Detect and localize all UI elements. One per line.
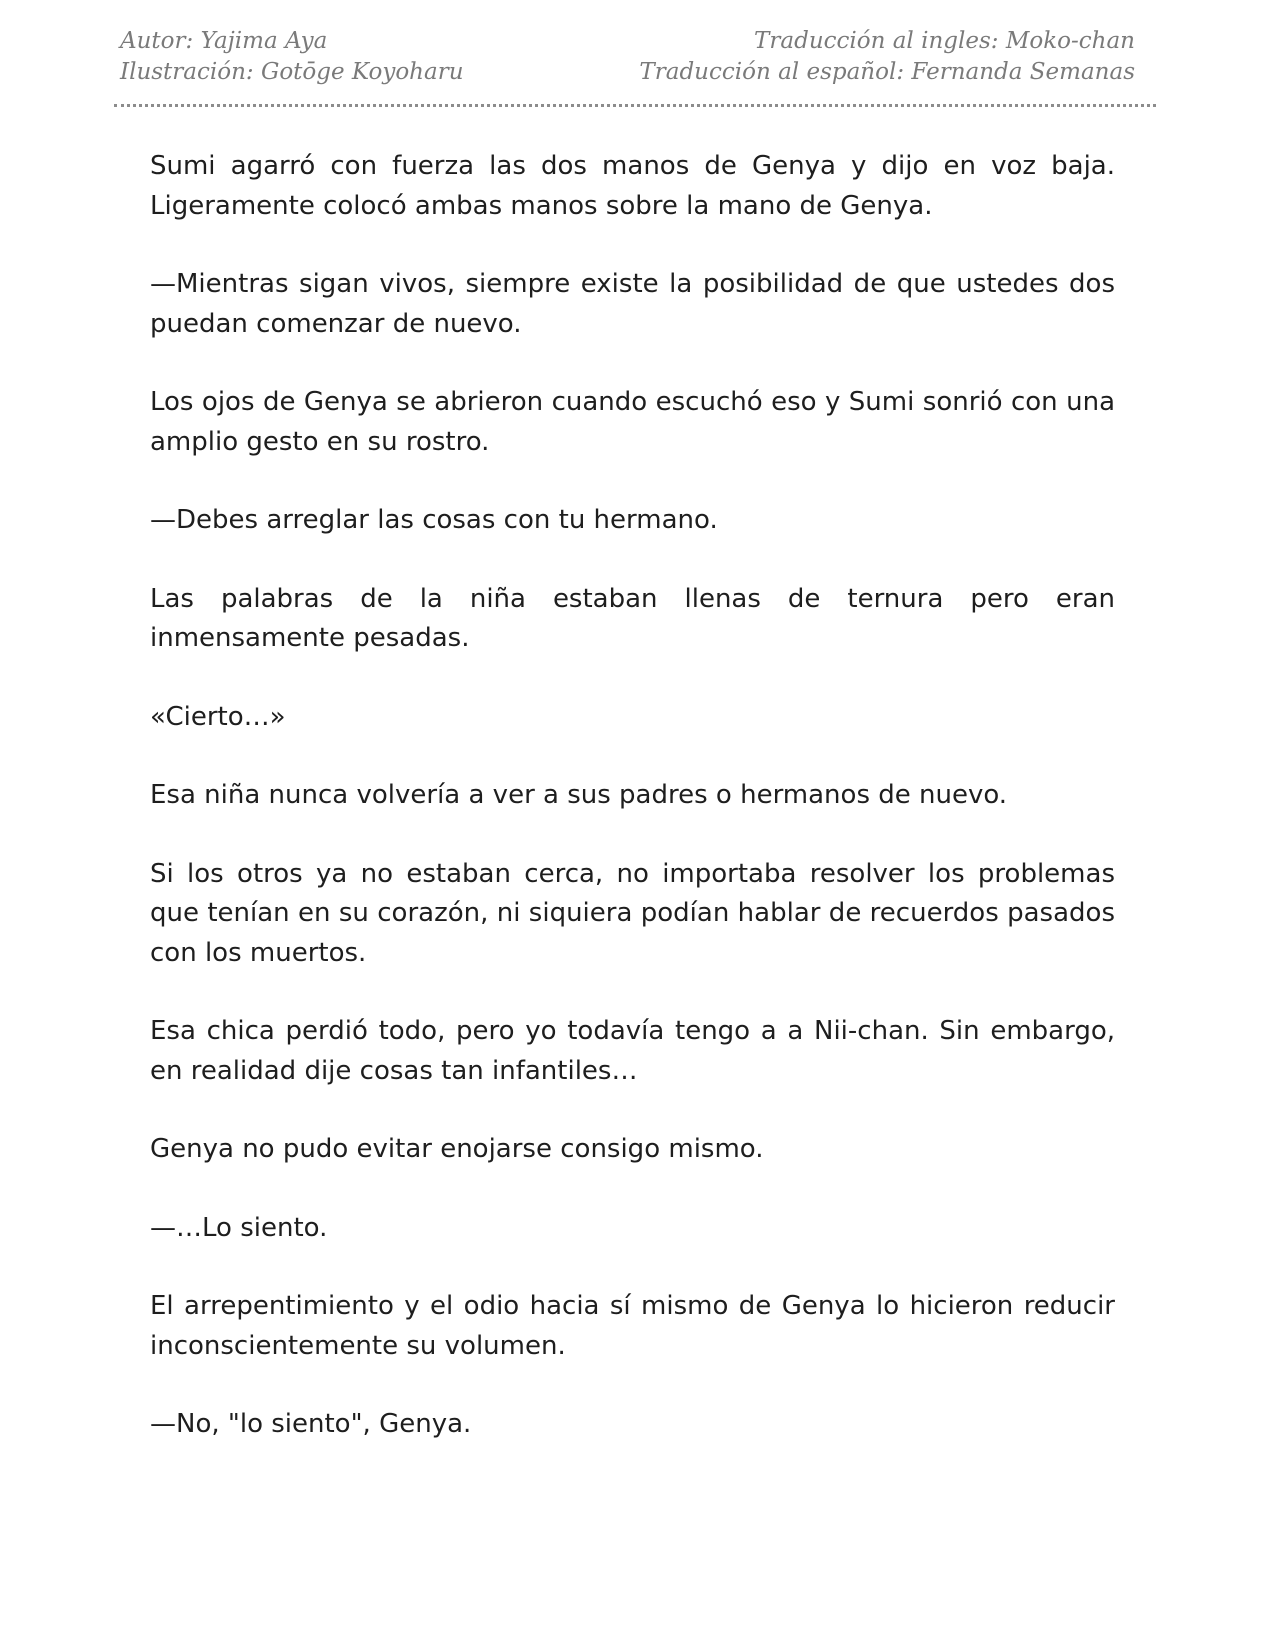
header-credits-left (120, 26, 464, 88)
paragraph: Las palabras de la niña estaban llenas de ternura pero eran inmensamente pesadas. (150, 583, 1115, 653)
illustration-credit: Ilustración: Gotōge Koyoharu (120, 59, 464, 85)
paragraph: —Debes arreglar las cosas con tu hermano. (150, 505, 718, 535)
paragraph: Genya no pudo evitar enojarse consigo mismo. (150, 1134, 764, 1164)
author-credit: Autor: Yajima Aya (120, 28, 328, 54)
english-translation-credit: Traducción al ingles: Moko-chan (754, 28, 1135, 54)
paragraph: Los ojos de Genya se abrieron cuando escuchó eso y Sumi sonrió con una amplio gesto en su rostro. (150, 387, 1115, 457)
paragraph: —Mientras sigan vivos, siempre existe la posibilidad de que ustedes dos puedan comenzar de nuevo. (150, 269, 1115, 339)
paragraph: Si los otros ya no estaban cerca, no importaba resolver los problemas que tenían en su corazón, ni siquiera podían hablar de recuerdos pasados con los muertos. (150, 858, 1115, 968)
header-credits-right (639, 26, 1135, 88)
paragraph: Esa chica perdió todo, pero yo todavía tengo a a Nii-chan. Sin embargo, en realidad dije cosas tan infantiles… (150, 1016, 1115, 1086)
paragraph: —No, "lo siento", Genya. (150, 1409, 472, 1439)
header-divider (114, 104, 1156, 107)
spanish-translation-credit: Traducción al español: Fernanda Semanas (639, 59, 1135, 85)
body-text (150, 147, 1115, 1484)
paragraph: El arrepentimiento y el odio hacia sí mismo de Genya lo hicieron reducir inconscientemente su volumen. (150, 1291, 1115, 1361)
paragraph: Esa niña nunca volvería a ver a sus padres o hermanos de nuevo. (150, 780, 1008, 810)
paragraph: «Cierto…» (150, 701, 286, 732)
paragraph: —…Lo siento. (150, 1212, 328, 1243)
paragraph: Sumi agarró con fuerza las dos manos de Genya y dijo en voz baja. Ligeramente colocó ambas manos sobre la mano de Genya. (150, 151, 1115, 221)
